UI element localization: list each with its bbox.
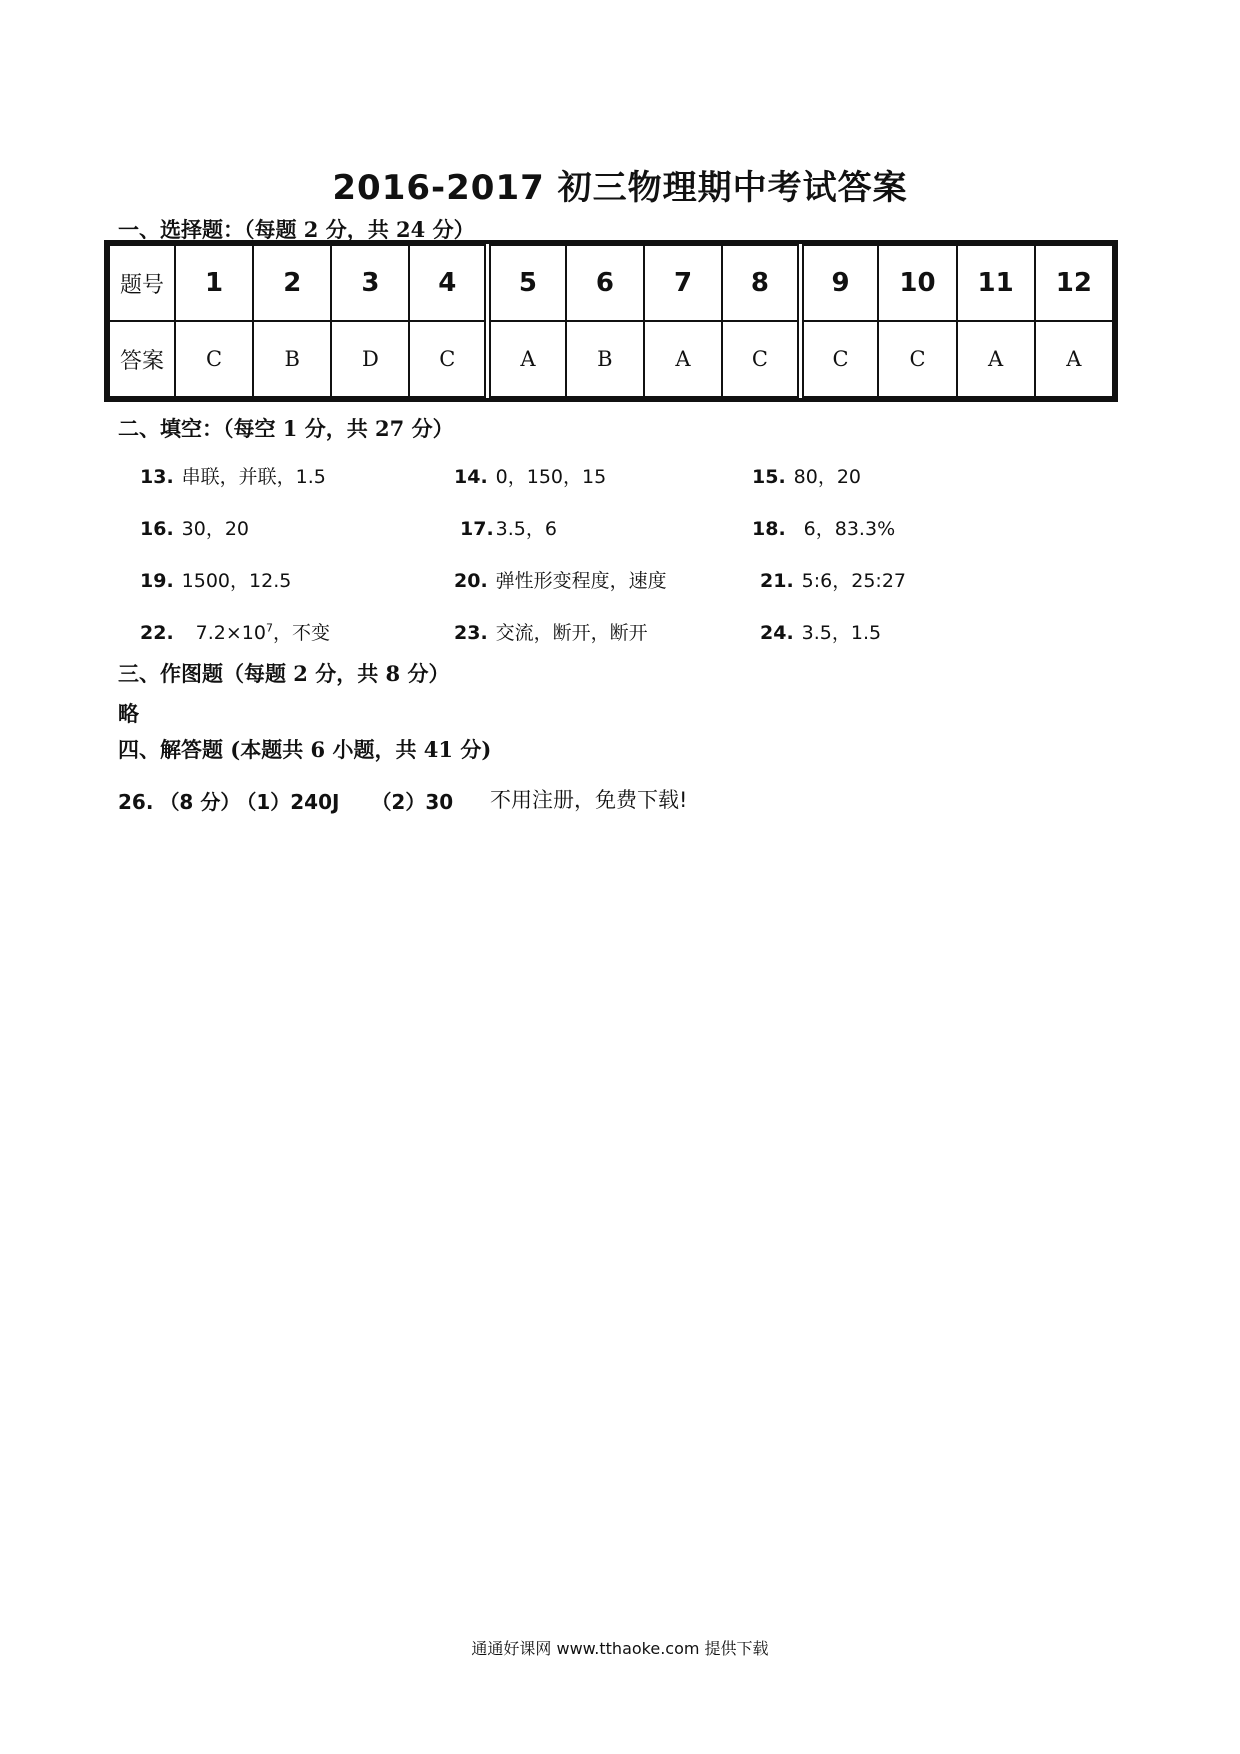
section-heading-multiple-choice: 一、选择题：（每题 2 分，共 24 分）: [118, 217, 475, 242]
answer-cell: A: [488, 321, 566, 397]
question-number: 24.: [760, 622, 794, 644]
answer-table: [104, 240, 1118, 402]
answer-text: 3.5，1.5: [801, 622, 882, 644]
question-number: 17.: [460, 518, 494, 540]
answer-text: 串联，并联，1.5: [181, 466, 326, 488]
question-number-cell: 7: [644, 245, 722, 321]
question-number: 22.: [140, 622, 174, 644]
question-number: 19.: [140, 570, 174, 592]
section-heading-drawing: 三、作图题（每题 2 分，共 8 分）: [118, 661, 450, 686]
fill-answer-21: [760, 566, 906, 593]
fill-answer-18: [752, 514, 895, 541]
fill-answer-22: [140, 618, 330, 645]
footer-source: 通通好课网 www.tthaoke.com 提供下载: [471, 1639, 769, 1658]
question-number: 14.: [454, 466, 488, 488]
answer-row: [109, 321, 1113, 397]
fill-answer-13: [140, 462, 326, 489]
section-heading-fill-blank: 二、填空：（每空 1 分，共 27 分）: [118, 416, 454, 441]
question-number: 15.: [752, 466, 786, 488]
answer-cell: A: [1035, 321, 1113, 397]
answer-cell: B: [566, 321, 644, 397]
question-number-cell: 11: [957, 245, 1035, 321]
answer-cell: B: [253, 321, 331, 397]
answer-part-2: （2）30: [371, 790, 454, 814]
answer-cell: A: [957, 321, 1035, 397]
answer-cell: C: [175, 321, 253, 397]
answer-text: 弹性形变程度，速度: [495, 570, 667, 592]
fill-answer-19: [140, 566, 291, 593]
answer-cell: C: [409, 321, 487, 397]
question-number-cell: 12: [1035, 245, 1113, 321]
fill-answer-23: [454, 618, 648, 645]
answer-text: 30，20: [181, 518, 250, 540]
question-number-cell: 9: [800, 245, 878, 321]
answer-26: [118, 786, 459, 815]
answer-text: 5:6，25:27: [801, 570, 907, 592]
fill-answer-15: [752, 462, 861, 489]
answer-text: 0，150，15: [495, 466, 607, 488]
question-number: 21.: [760, 570, 794, 592]
answer-cell: D: [331, 321, 409, 397]
question-number: 23.: [454, 622, 488, 644]
answer-cell: C: [722, 321, 800, 397]
question-number-cell: 1: [175, 245, 253, 321]
row-label-number: 题号: [109, 245, 175, 321]
question-number-cell: 8: [722, 245, 800, 321]
question-number: 26.: [118, 790, 154, 814]
question-number-row: [109, 245, 1113, 321]
exponent: 7: [266, 621, 273, 635]
fill-answer-16: [140, 514, 249, 541]
fill-answer-20: [454, 566, 667, 593]
section-heading-solutions: 四、解答题 (本题共 6 小题，共 41 分): [118, 737, 492, 762]
answer-text: 3.5，6: [495, 518, 557, 540]
question-score: （8 分）: [159, 790, 241, 814]
answer-cell: C: [800, 321, 878, 397]
answer-text: 1500，12.5: [181, 570, 292, 592]
fill-answer-14: [454, 462, 606, 489]
row-label-answer: 答案: [109, 321, 175, 397]
answer-cell: A: [644, 321, 722, 397]
answer-text: 6，83.3%: [803, 518, 896, 540]
fill-answer-17: [460, 514, 557, 541]
answer-text: 80，20: [793, 466, 862, 488]
promo-text: 不用注册，免费下载!: [490, 788, 688, 812]
question-number: 16.: [140, 518, 174, 540]
answer-cell: C: [878, 321, 956, 397]
question-number: 13.: [140, 466, 174, 488]
question-number-cell: 10: [878, 245, 956, 321]
answer-text: 交流，断开，断开: [495, 622, 648, 644]
question-number: 18.: [752, 518, 786, 540]
answer-text: ，不变: [273, 622, 331, 644]
question-number: 20.: [454, 570, 488, 592]
answer-part-1: （1）240J: [246, 790, 340, 814]
question-number-cell: 5: [488, 245, 566, 321]
answer-text: 7.2×10: [195, 622, 266, 644]
question-number-cell: 3: [331, 245, 409, 321]
question-number-cell: 2: [253, 245, 331, 321]
question-number-cell: 6: [566, 245, 644, 321]
drawing-answer-omitted: 略: [118, 701, 139, 726]
fill-answer-24: [760, 618, 881, 645]
page-title: 2016-2017 初三物理期中考试答案: [332, 168, 908, 208]
question-number-cell: 4: [409, 245, 487, 321]
